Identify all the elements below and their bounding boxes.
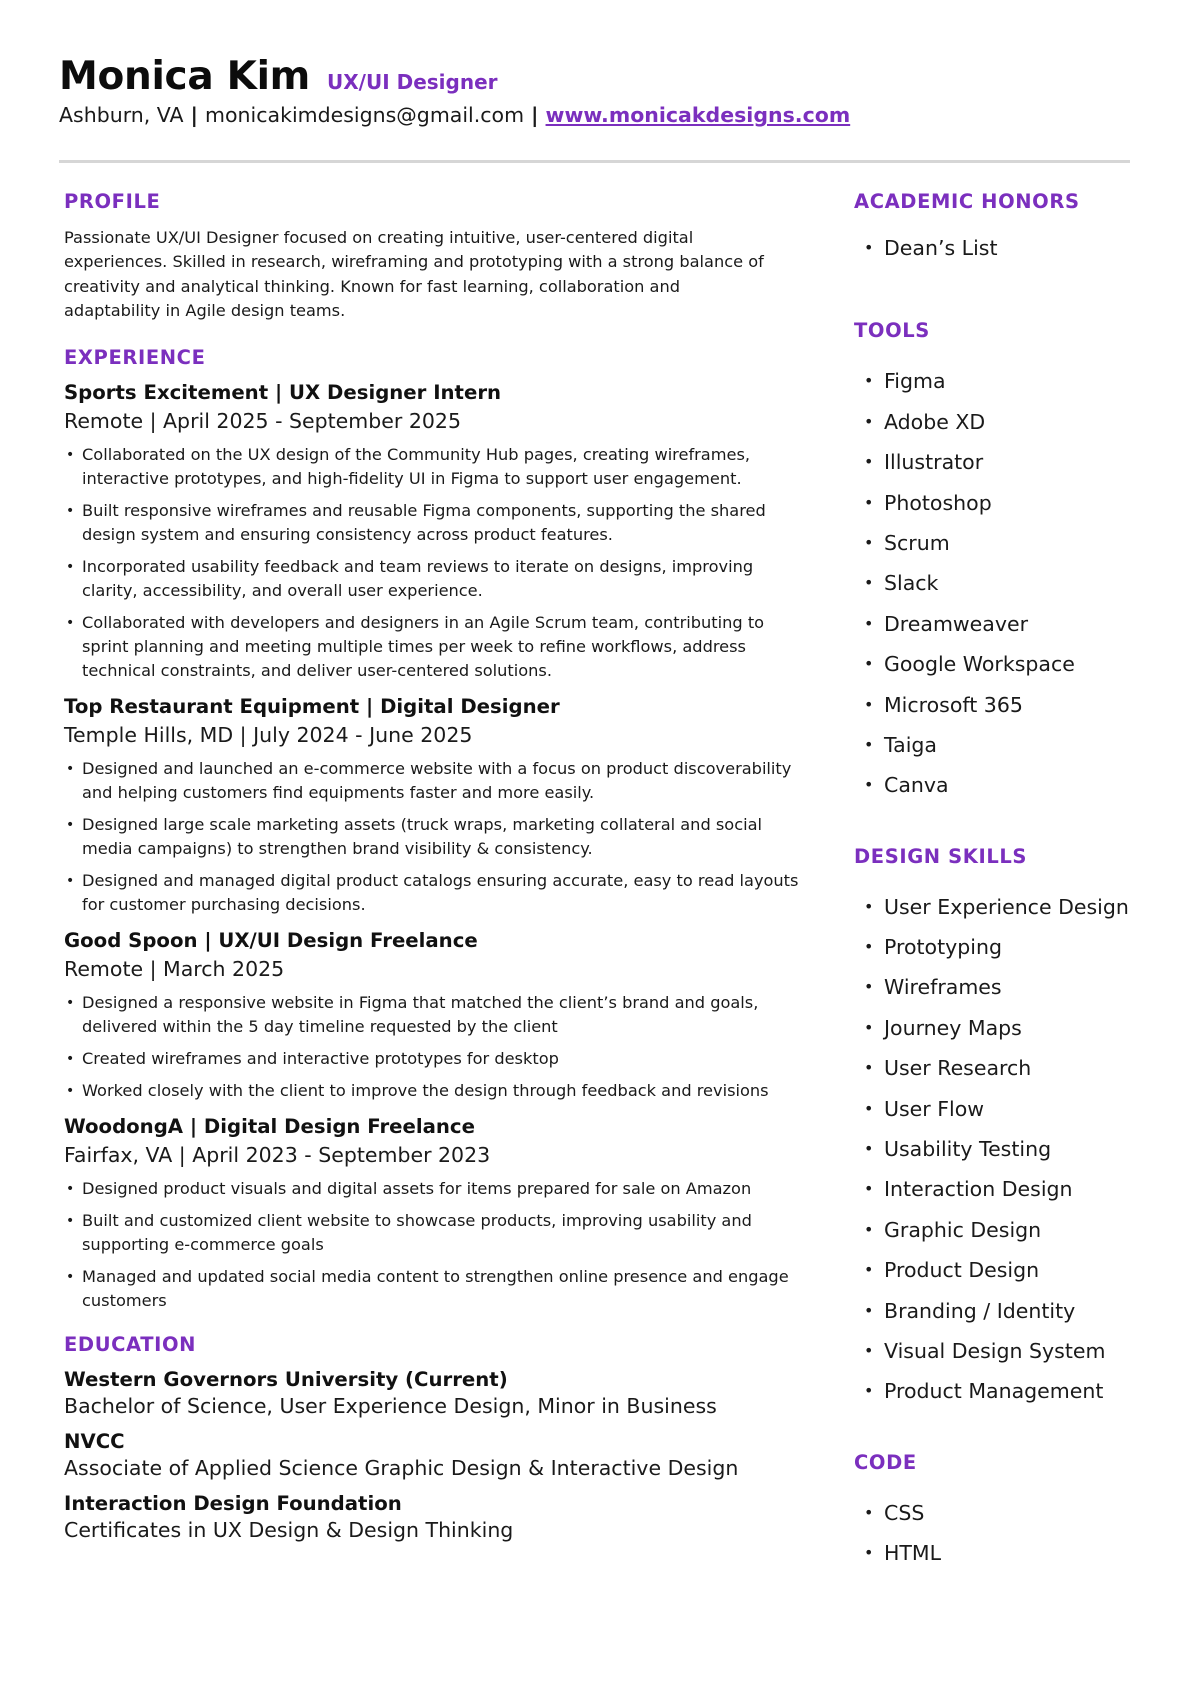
job-header: Top Restaurant Equipment | Digital Designer: [64, 695, 560, 719]
job-meta: Fairfax, VA | April 2023 - September 2023: [64, 1143, 491, 1168]
honors-item: • Dean’s List: [854, 235, 1184, 275]
experience-entry: [64, 1115, 804, 1313]
candidate-title: UX/UI Designer: [326, 70, 498, 94]
tools-section: [854, 319, 1184, 812]
skill-item: • User Research: [854, 1055, 1184, 1095]
skill-item: • Usability Testing: [854, 1136, 1184, 1176]
education-school: Interaction Design Foundation: [64, 1492, 402, 1516]
tool-item: • Google Workspace: [854, 651, 1184, 691]
tool-item: • Adobe XD: [854, 409, 1184, 449]
job-bullets: [64, 991, 804, 1103]
tool-item: • Illustrator: [854, 449, 1184, 489]
education-section: [64, 1333, 804, 1542]
experience-entry: [64, 695, 804, 917]
job-header: Sports Excitement | UX Designer Intern: [64, 381, 502, 405]
tool-item: • Figma: [854, 368, 1184, 408]
job-header: WoodongA | Digital Design Freelance: [64, 1115, 475, 1139]
profile-summary: Passionate UX/UI Designer focused on creating intuitive, user-centered digital experiences. Skilled in research, wireframing and prototyping with a strong balance of creativity and analytical thinking. Known for fast learning, collaboration and adaptability in Agile design teams.: [64, 228, 764, 320]
job-bullet: • Created wireframes and interactive prototypes for desktop: [64, 1047, 799, 1071]
skill-item: • Product Management: [854, 1378, 1184, 1418]
section-heading: DESIGN SKILLS: [854, 844, 1028, 868]
job-bullets: [64, 443, 804, 683]
skill-item: • Interaction Design: [854, 1176, 1184, 1216]
job-header: Good Spoon | UX/UI Design Freelance: [64, 929, 478, 953]
experience-section: [64, 346, 804, 1313]
skill-item: • User Experience Design: [854, 894, 1184, 934]
education-entry: [64, 1368, 804, 1418]
section-heading: TOOLS: [854, 319, 930, 343]
section-heading: CODE: [854, 1450, 917, 1474]
main-column: [64, 190, 804, 1542]
job-bullet: • Collaborated with developers and designers in an Agile Scrum team, contributing to sprint planning and meeting multiple times per week to refine workflows, address technical constraints, and deliver user-centered solutions.: [64, 611, 799, 683]
job-bullet: • Designed and managed digital product catalogs ensuring accurate, easy to read layouts for customer purchasing decisions.: [64, 869, 799, 917]
job-bullet: • Built responsive wireframes and reusable Figma components, supporting the shared design system and ensuring consistency across product features.: [64, 499, 799, 547]
contact-separator: |: [531, 103, 539, 127]
honors-list: [854, 235, 1184, 275]
job-bullets: [64, 757, 804, 917]
education-school: Western Governors University (Current): [64, 1368, 508, 1392]
profile-section: [64, 190, 804, 323]
sidebar-column: [854, 190, 1184, 1581]
job-bullet: • Incorporated usability feedback and team reviews to iterate on designs, improving clarity, accessibility, and overall user experience.: [64, 555, 799, 603]
skill-item: • Graphic Design: [854, 1217, 1184, 1257]
job-bullet: • Designed a responsive website in Figma that matched the client’s brand and goals, delivered within the 5 day timeline requested by the client: [64, 991, 799, 1039]
code-section: [854, 1451, 1184, 1581]
section-heading: EDUCATION: [64, 1333, 197, 1357]
job-bullet: • Collaborated on the UX design of the Community Hub pages, creating wireframes, interactive prototypes, and high-fidelity UI in Figma to support user engagement.: [64, 443, 799, 491]
section-heading: EXPERIENCE: [64, 346, 206, 370]
section-heading: ACADEMIC HONORS: [854, 190, 1080, 213]
education-detail: Bachelor of Science, User Experience Design, Minor in Business: [64, 1394, 717, 1419]
email-text[interactable]: monicakimdesigns@gmail.com: [205, 103, 525, 127]
tools-list: [854, 368, 1184, 812]
job-bullet: • Worked closely with the client to improve the design through feedback and revisions: [64, 1079, 799, 1103]
skill-item: • Visual Design System: [854, 1338, 1184, 1378]
tool-item: • Photoshop: [854, 490, 1184, 530]
experience-entry: [64, 929, 804, 1103]
tool-item: • Scrum: [854, 530, 1184, 570]
education-entry: [64, 1492, 804, 1542]
contact-line: [59, 103, 1131, 127]
skill-item: • Wireframes: [854, 974, 1184, 1014]
code-item: • CSS: [854, 1500, 1184, 1540]
job-bullet: • Managed and updated social media content to strengthen online presence and engage customers: [64, 1265, 799, 1313]
header-divider: [59, 160, 1130, 163]
resume-header: [59, 54, 1131, 127]
design-skills-section: [854, 845, 1184, 1419]
job-bullet: • Designed and launched an e-commerce website with a focus on product discoverability and helping customers find equipments faster and more easily.: [64, 757, 799, 805]
skill-item: • Branding / Identity: [854, 1298, 1184, 1338]
experience-entry: [64, 381, 804, 683]
candidate-name: Monica Kim: [59, 54, 310, 99]
skill-item: • Journey Maps: [854, 1015, 1184, 1055]
website-link[interactable]: www.monicakdesigns.com: [545, 103, 851, 127]
job-bullets: [64, 1177, 804, 1313]
skill-item: • User Flow: [854, 1096, 1184, 1136]
tool-item: • Slack: [854, 570, 1184, 610]
tool-item: • Canva: [854, 772, 1184, 812]
job-meta: Temple Hills, MD | July 2024 - June 2025: [64, 723, 473, 748]
job-bullet: • Built and customized client website to showcase products, improving usability and supporting e-commerce goals: [64, 1209, 799, 1257]
code-list: [854, 1500, 1184, 1581]
tool-item: • Taiga: [854, 732, 1184, 772]
education-school: NVCC: [64, 1430, 125, 1454]
code-item: • HTML: [854, 1540, 1184, 1580]
education-detail: Certificates in UX Design & Design Thinking: [64, 1518, 514, 1543]
education-detail: Associate of Applied Science Graphic Design & Interactive Design: [64, 1456, 739, 1481]
location-text: Ashburn, VA: [59, 103, 184, 127]
academic-honors-section: [854, 190, 1184, 275]
job-bullet: • Designed large scale marketing assets (truck wraps, marketing collateral and social media campaigns) to strengthen brand visibility & consistency.: [64, 813, 799, 861]
design-skills-list: [854, 894, 1184, 1419]
education-entry: [64, 1430, 804, 1480]
job-meta: Remote | April 2025 - September 2025: [64, 409, 462, 434]
skill-item: • Product Design: [854, 1257, 1184, 1297]
name-line: [59, 54, 1131, 99]
job-meta: Remote | March 2025: [64, 957, 285, 982]
tool-item: • Dreamweaver: [854, 611, 1184, 651]
job-bullet: • Designed product visuals and digital assets for items prepared for sale on Amazon: [64, 1177, 799, 1201]
tool-item: • Microsoft 365: [854, 692, 1184, 732]
section-heading: PROFILE: [64, 190, 161, 213]
skill-item: • Prototyping: [854, 934, 1184, 974]
contact-separator: |: [190, 103, 199, 127]
